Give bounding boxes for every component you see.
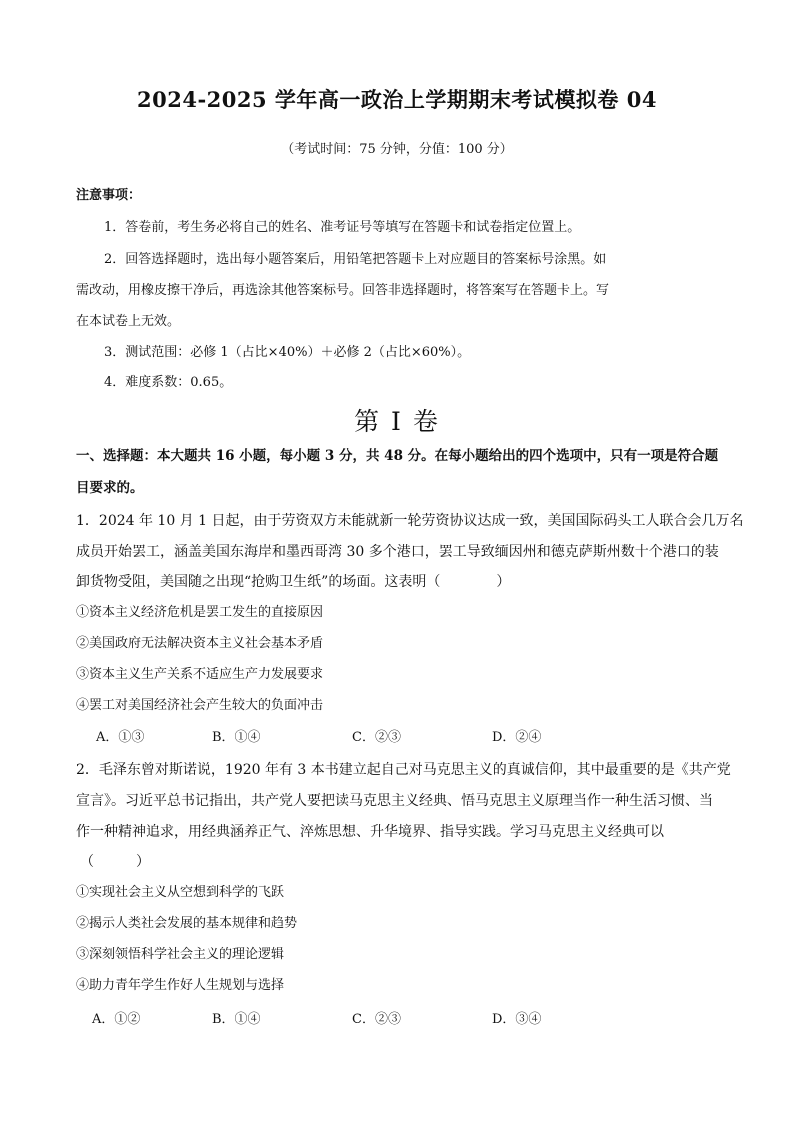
- notice-item-3: 3．测试范围：必修 1（占比×40%）＋必修 2（占比×60%）。: [104, 345, 471, 360]
- notice-item-2-line-2: 需改动，用橡皮擦干净后，再选涂其他答案标号。回答非选择题时，将答案写在答题卡上。写: [76, 283, 610, 298]
- q2-statement-3: ③深刻领悟科学社会主义的理论逻辑: [76, 947, 285, 962]
- notice-heading: 注意事项：: [76, 188, 142, 203]
- q1-statement-3: ③资本主义生产关系不适应生产力发展要求: [76, 667, 324, 682]
- q2-option-a: A．①②: [92, 1012, 141, 1027]
- q1-stem-line-2: 成员开始罢工，涵盖美国东海岸和墨西哥湾 30 多个港口，罢工导致缅因州和德克萨斯州数十个港口的装: [76, 544, 719, 560]
- q2-stem-line-4: （ ）: [80, 854, 150, 870]
- section-instruction-line-1: 一、选择题：本大题共 16 小题，每小题 3 分，共 48 分。在每小题给出的四个选项中，只有一项是符合题: [76, 448, 719, 464]
- section-instruction-line-2: 目要求的。: [76, 480, 144, 496]
- q1-option-a: A．①③: [96, 730, 145, 745]
- q1-stem-line-1: 1．2024 年 10 月 1 日起，由于劳资双方未能就新一轮劳资协议达成一致，美国国际码头工人联合会几万名: [76, 513, 744, 529]
- q1-option-d: D．②④: [492, 730, 542, 745]
- q2-option-c: C．②③: [352, 1012, 401, 1027]
- q1-statement-1: ①资本主义经济危机是罢工发生的直接原因: [76, 605, 324, 620]
- q2-stem-line-1: 2．毛泽东曾对斯诺说，1920 年有 3 本书建立起自己对马克思主义的真诚信仰，其中最重要的是《共产党: [76, 762, 731, 778]
- q1-stem-line-3: 卸货物受阻，美国随之出现“抢购卫生纸”的场面。这表明（ ）: [76, 574, 511, 590]
- q2-stem-line-3: 作一种精神追求，用经典涵养正气、淬炼思想、升华境界、指导实践。学习马克思主义经典可以: [76, 824, 664, 840]
- notice-item-2-line-3: 在本试卷上无效。: [76, 314, 181, 329]
- notice-item-1: 1．答卷前，考生务必将自己的姓名、准考证号等填写在答题卡和试卷指定位置上。: [104, 220, 581, 235]
- q2-option-d: D．③④: [492, 1012, 542, 1027]
- q2-stem-line-2: 宣言》。习近平总书记指出，共产党人要把读马克思主义经典、悟马克思主义原理当作一种生活习惯、当: [76, 793, 713, 809]
- q1-statement-2: ②美国政府无法解决资本主义社会基本矛盾: [76, 636, 324, 651]
- page-title: 2024-2025 学年高一政治上学期期末考试模拟卷 04: [137, 87, 657, 112]
- q1-option-c: C．②③: [352, 730, 401, 745]
- notice-item-4: 4．难度系数：0.65。: [104, 375, 233, 390]
- section-title: 第 I 卷: [354, 407, 440, 436]
- q2-option-b: B．①④: [212, 1012, 261, 1027]
- q2-statement-2: ②揭示人类社会发展的基本规律和趋势: [76, 916, 298, 931]
- exam-time-info: （考试时间：75 分钟，分值：100 分）: [281, 142, 513, 157]
- q1-statement-4: ④罢工对美国经济社会产生较大的负面冲击: [76, 698, 324, 713]
- q1-option-b: B．①④: [212, 730, 261, 745]
- notice-item-2-line-1: 2．回答选择题时，选出每小题答案后，用铅笔把答题卡上对应题目的答案标号涂黑。如: [104, 252, 607, 267]
- q2-statement-1: ①实现社会主义从空想到科学的飞跃: [76, 885, 285, 900]
- q2-statement-4: ④助力青年学生作好人生规划与选择: [76, 978, 285, 993]
